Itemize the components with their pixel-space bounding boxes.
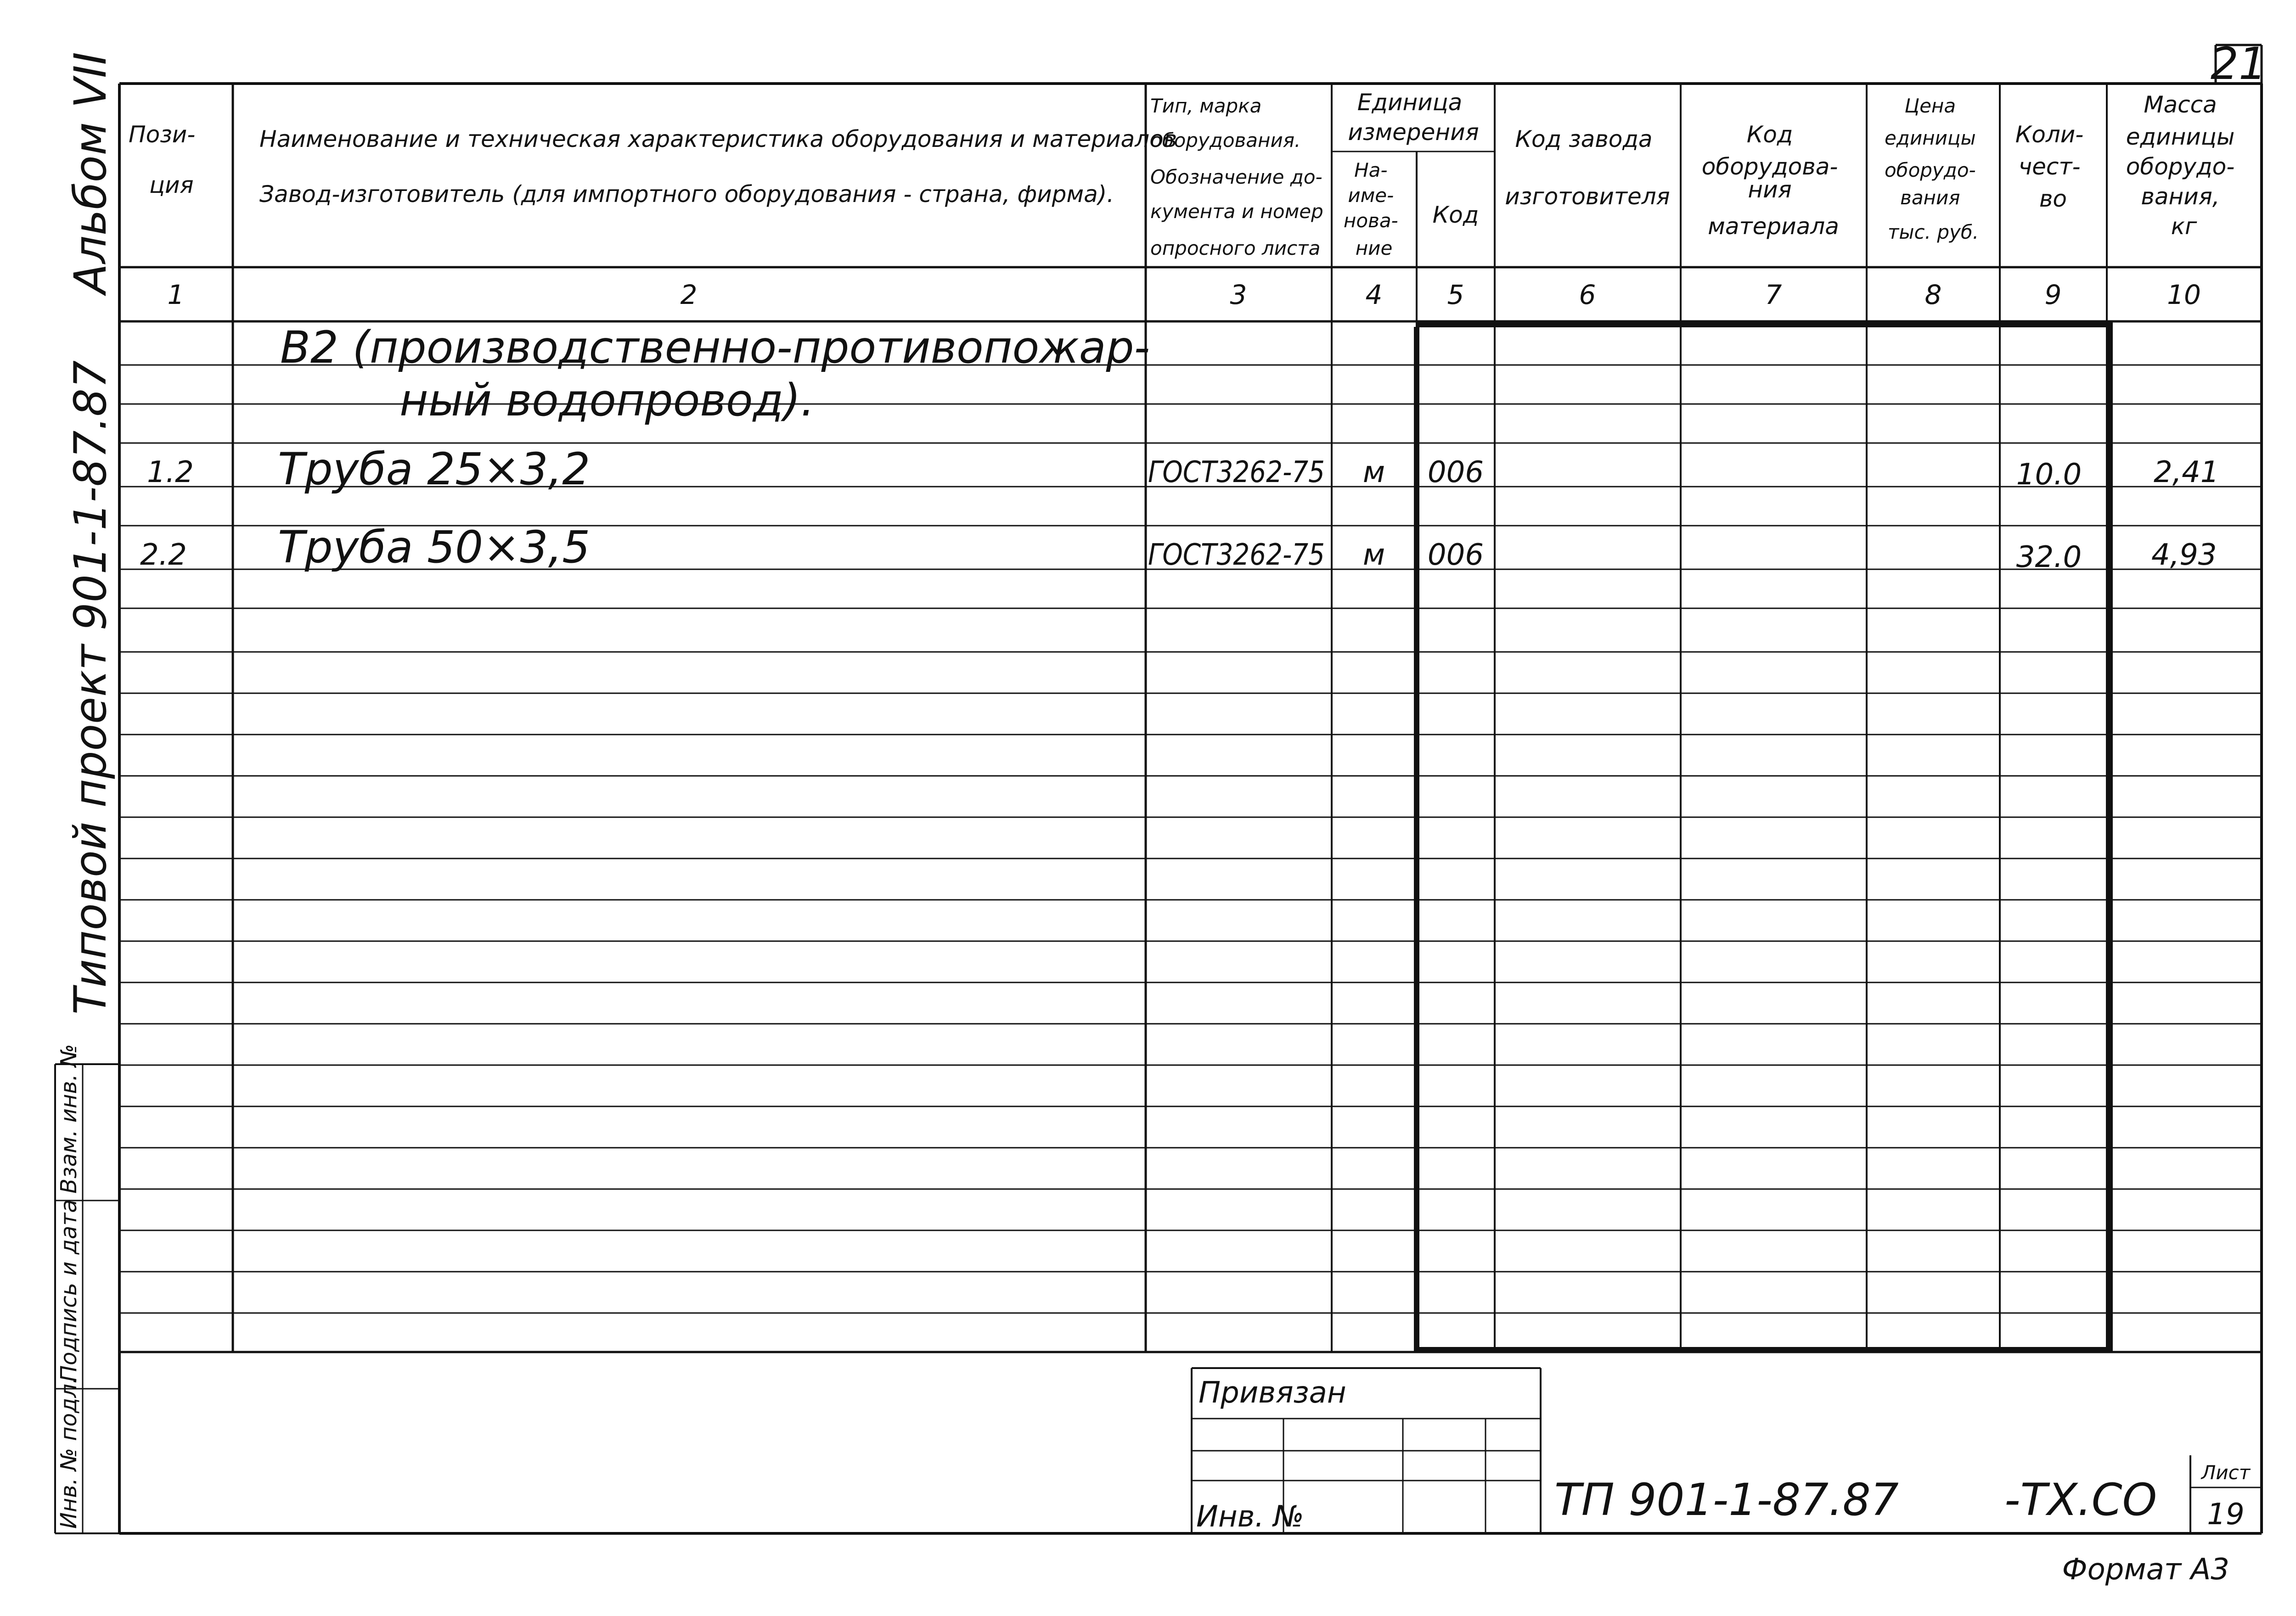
header-unit-group: Единица измерения <box>1348 89 1479 146</box>
header-material-code: Код оборудова- ния материала <box>1701 121 1839 240</box>
cell-doc: ГОСТ3262-75 <box>1148 538 1325 572</box>
section-title-line-1: В2 (производственно-противопожар- <box>280 322 1150 373</box>
side-title <box>65 52 116 1015</box>
column-number: 5 <box>1447 279 1464 310</box>
cell-position: 1.2 <box>147 455 194 489</box>
table-header <box>129 89 2242 259</box>
header-unit-code: Код <box>1432 202 1479 228</box>
document-code: -ТХ.СО <box>2004 1474 2157 1526</box>
section-title-line-2: ный водопровод). <box>400 375 815 426</box>
column-number: 10 <box>2167 279 2201 310</box>
document-designation: ТП 901-1-87.87 <box>1554 1474 1899 1526</box>
header-price: Цена единицы оборудо- вания тыс. руб. <box>1884 95 1979 243</box>
column-number: 1 <box>167 279 185 310</box>
title-block <box>1192 1368 2262 1534</box>
cell-doc: ГОСТ3262-75 <box>1148 455 1325 489</box>
column-number: 6 <box>1579 279 1596 310</box>
binding-label: Привязан <box>1199 1376 1346 1410</box>
header-name: Наименование и техническая характеристика оборудования и материалов Завод-изготовитель (для импортного оборудования - страна, фирма). <box>259 126 1177 208</box>
header-factory-code: Код завода изготовителя <box>1505 126 1670 210</box>
column-number: 8 <box>1925 279 1942 310</box>
highlighted-block <box>1417 321 2110 1352</box>
cell-quantity: 10.0 <box>2016 458 2082 492</box>
column-number-row <box>168 279 2201 310</box>
cell-name: Труба 50×3,5 <box>278 522 591 573</box>
sheet-number: 21 <box>2210 38 2267 90</box>
list-label: Лист <box>2201 1461 2251 1484</box>
header-quantity: Коли- чест- во <box>2015 121 2084 212</box>
project-label: Типовой проект 901-1-87.87 <box>65 360 116 1015</box>
album-label: Альбом VII <box>65 52 116 294</box>
side-stamp <box>55 1044 119 1533</box>
column-number: 9 <box>2044 279 2062 310</box>
cell-code: 006 <box>1427 538 1484 572</box>
cell-position: 2.2 <box>140 538 187 572</box>
cell-mass: 2,41 <box>2154 455 2219 489</box>
section-title <box>280 322 1150 426</box>
header-type-doc: Тип, марка оборудования. Обозначение до- кумента и номер опросного листа <box>1150 95 1323 259</box>
header-unit-name: На- име- нова- ние <box>1343 159 1398 259</box>
column-number: 4 <box>1365 279 1383 310</box>
cell-quantity: 32.0 <box>2016 540 2082 574</box>
column-number: 2 <box>680 279 698 310</box>
cell-mass: 4,93 <box>2151 538 2217 572</box>
column-number: 7 <box>1765 279 1782 310</box>
sheet-number-box <box>2211 38 2267 90</box>
stamp-signature-date: Подпись и дата <box>56 1199 82 1382</box>
stamp-inv-podl: Инв. № подл. <box>56 1376 82 1529</box>
table-row <box>140 522 2217 574</box>
cell-unit: м <box>1362 538 1385 572</box>
stamp-vzam-inv: Взам. инв. № <box>56 1044 82 1194</box>
cell-code: 006 <box>1427 455 1484 489</box>
header-position: Пози- ция <box>129 121 196 198</box>
table-body-rows <box>119 365 2262 1352</box>
cell-unit: м <box>1362 455 1385 489</box>
inventory-number-label: Инв. № <box>1196 1500 1304 1534</box>
cell-name: Труба 25×3,2 <box>278 443 591 495</box>
format-label: Формат А3 <box>2062 1553 2229 1587</box>
column-number: 3 <box>1230 279 1247 310</box>
header-mass: Масса единицы оборудо- вания, кг <box>2126 91 2235 240</box>
list-number: 19 <box>2207 1498 2245 1532</box>
